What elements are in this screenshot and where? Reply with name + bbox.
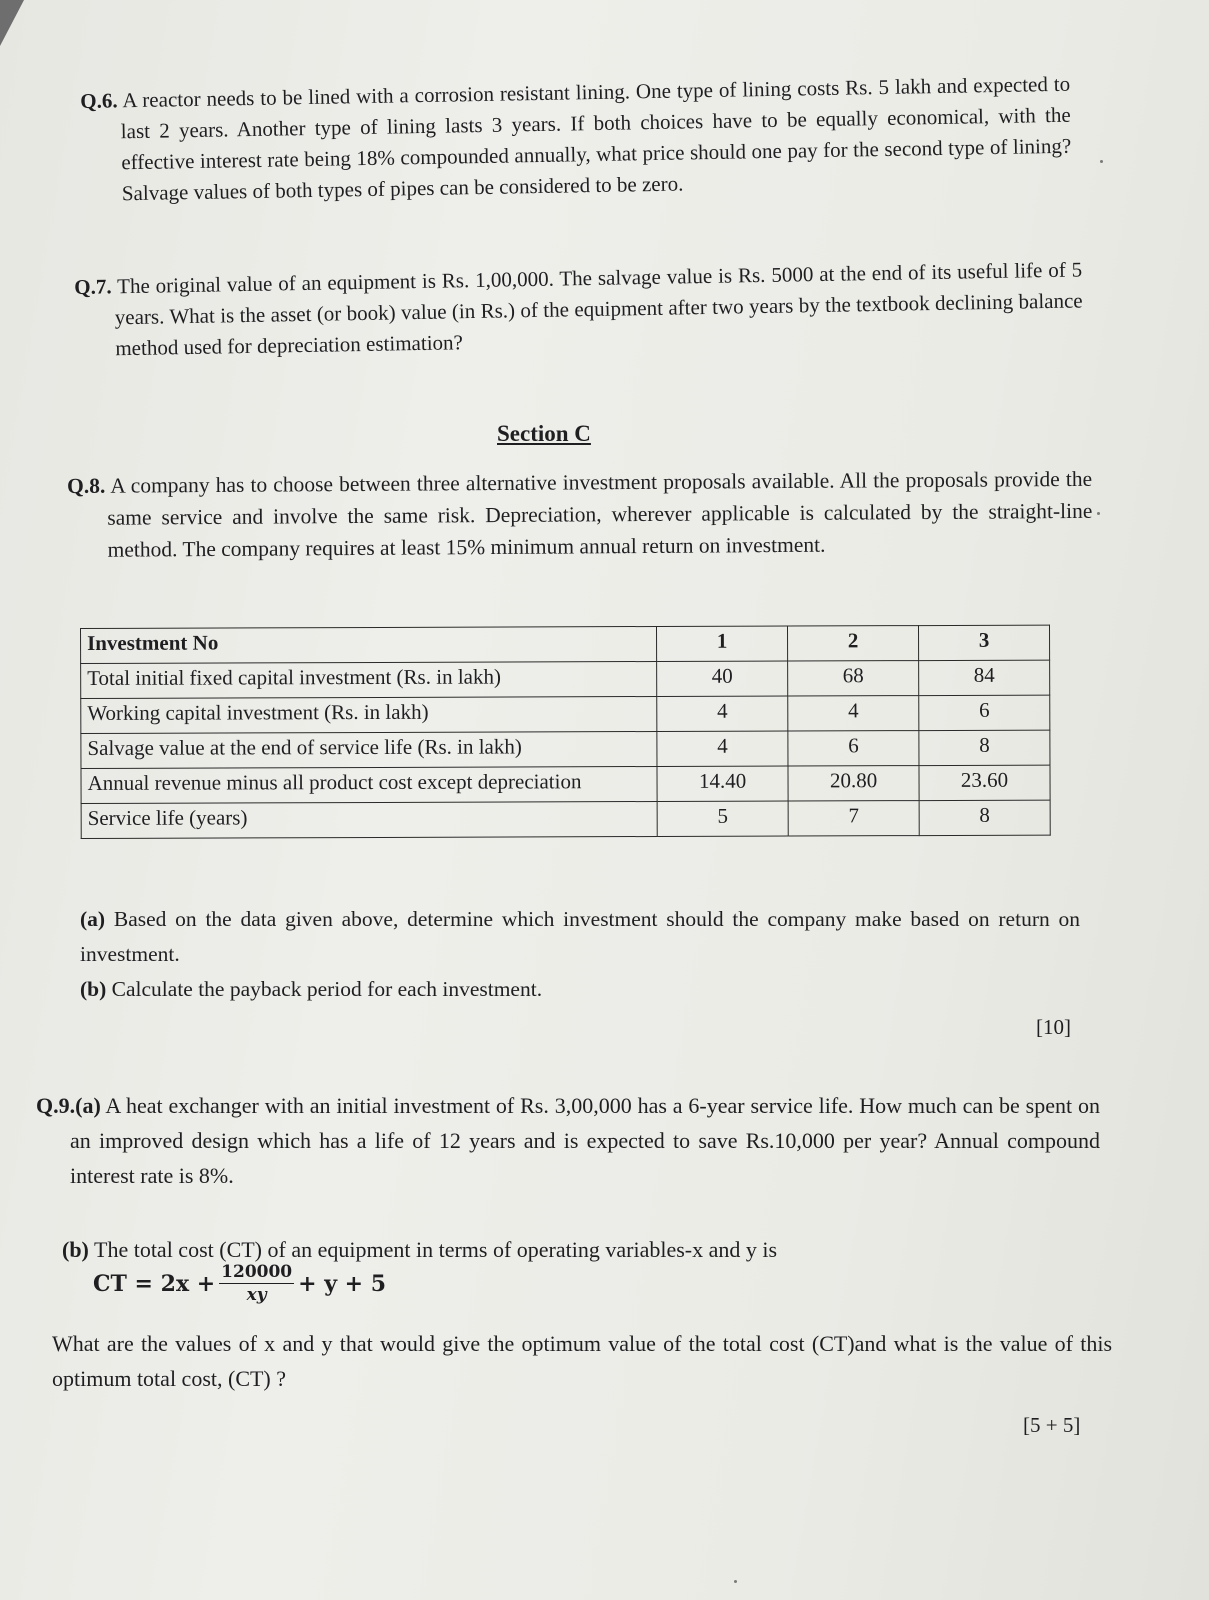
question-9b-label: (b) xyxy=(62,1237,89,1262)
table-row-label: Total initial fixed capital investment (Rs. in lakh) xyxy=(81,661,657,698)
question-9-number: Q.9.(a) xyxy=(36,1093,101,1118)
table-cell: 7 xyxy=(788,801,919,836)
table-cell: 8 xyxy=(919,730,1050,765)
question-7 xyxy=(74,254,1083,365)
question-8-part-a xyxy=(80,902,1080,972)
formula-lhs: CT = 2x + xyxy=(93,1270,216,1297)
table-row xyxy=(81,730,1050,768)
table-row xyxy=(81,765,1050,803)
part-a-label: (a) xyxy=(80,907,106,931)
part-a-text: Based on the data given above, determine which investment should the company make based on return on investment. xyxy=(80,907,1081,966)
question-8 xyxy=(67,463,1093,566)
question-7-number: Q.7. xyxy=(74,274,112,299)
formula-denominator: xy xyxy=(246,1285,267,1305)
question-8-part-b xyxy=(80,972,1080,1007)
total-cost-formula xyxy=(93,1262,386,1305)
question-8-marks: [10] xyxy=(1036,1015,1071,1039)
question-6-text: A reactor needs to be lined with a corrosion resistant lining. One type of lining costs Rs. 5 lakh and expected to last 2 years. Another type of lining lasts 3 years. If both choices have to be equally economical, with the effective interest rate being 18% compounded annually, what price should one pay for the second type of lining? Salvage values of both types of pipes can be considered to be zero. xyxy=(120,71,1072,206)
table-cell: 6 xyxy=(919,695,1050,730)
table-header-cell: Investment No xyxy=(81,626,657,663)
paper-speck xyxy=(734,1580,737,1583)
question-9a-text: A heat exchanger with an initial investment of Rs. 3,00,000 has a 6-year service life. How much can be spent on an improved design which has a life of 12 years and is expected to save Rs.10,000 per year? Annual compound interest rate is 8%. xyxy=(70,1093,1100,1188)
table-cell: 5 xyxy=(657,801,788,836)
table-header-cell: 2 xyxy=(788,626,919,661)
table-header-row xyxy=(81,625,1050,663)
table-cell: 4 xyxy=(788,696,919,731)
paper-speck xyxy=(1100,160,1103,163)
formula-fraction xyxy=(219,1262,294,1305)
table-row-label: Annual revenue minus all product cost except depreciation xyxy=(81,766,657,803)
question-6-number: Q.6. xyxy=(80,88,118,113)
section-heading: Section C xyxy=(497,421,591,446)
table-cell: 84 xyxy=(919,660,1050,695)
table-cell: 40 xyxy=(657,661,788,696)
table-row xyxy=(81,800,1050,838)
table-cell: 8 xyxy=(919,800,1050,835)
table-header-cell: 3 xyxy=(919,625,1050,660)
question-8-parts xyxy=(80,902,1080,1007)
part-b-label: (b) xyxy=(80,977,107,1001)
question-9b-question: What are the values of x and y that would give the optimum value of the total cost (CT)and what is the value of this optimum total cost, (CT) ? xyxy=(52,1331,1112,1391)
question-8-number: Q.8. xyxy=(67,473,106,498)
question-6 xyxy=(80,69,1072,210)
table-cell: 68 xyxy=(788,661,919,696)
table-row-label: Working capital investment (Rs. in lakh) xyxy=(81,696,657,733)
table-row xyxy=(81,660,1050,698)
formula-rhs: + y + 5 xyxy=(298,1270,387,1297)
table-row xyxy=(81,695,1050,733)
page-corner-shadow xyxy=(0,0,24,46)
table-cell: 14.40 xyxy=(657,766,788,801)
table-cell: 23.60 xyxy=(919,765,1050,800)
table-cell: 4 xyxy=(657,731,788,766)
question-9-marks: [5 + 5] xyxy=(1023,1413,1081,1437)
part-b-text: Calculate the payback period for each investment. xyxy=(111,977,543,1001)
question-8-text: A company has to choose between three alternative investment proposals available. All the proposals provide the same service and involve the same risk. Depreciation, wherever applicable is calculated by the straight-line method. The company requires at least 15% minimum annual return on investment. xyxy=(107,466,1093,562)
question-9b-intro: The total cost (CT) of an equipment in terms of operating variables-x and y is xyxy=(94,1237,778,1262)
paper-speck xyxy=(1097,512,1100,515)
table-cell: 4 xyxy=(657,696,788,731)
question-7-text: The original value of an equipment is Rs. 1,00,000. The salvage value is Rs. 5000 at the end of its useful life of 5 years. What is the asset (or book) value (in Rs.) of the equipment after two years by the textbook declining balance method used for depreciation estimation? xyxy=(114,257,1083,361)
investment-table xyxy=(80,625,1051,839)
table-row-label: Service life (years) xyxy=(81,801,657,838)
formula-numerator: 120000 xyxy=(221,1262,293,1282)
table-row-label: Salvage value at the end of service life (Rs. in lakh) xyxy=(81,731,657,768)
table-cell: 6 xyxy=(788,731,919,766)
table-header-cell: 1 xyxy=(657,626,788,661)
question-9-part-a xyxy=(36,1088,1100,1193)
table-cell: 20.80 xyxy=(788,766,919,801)
